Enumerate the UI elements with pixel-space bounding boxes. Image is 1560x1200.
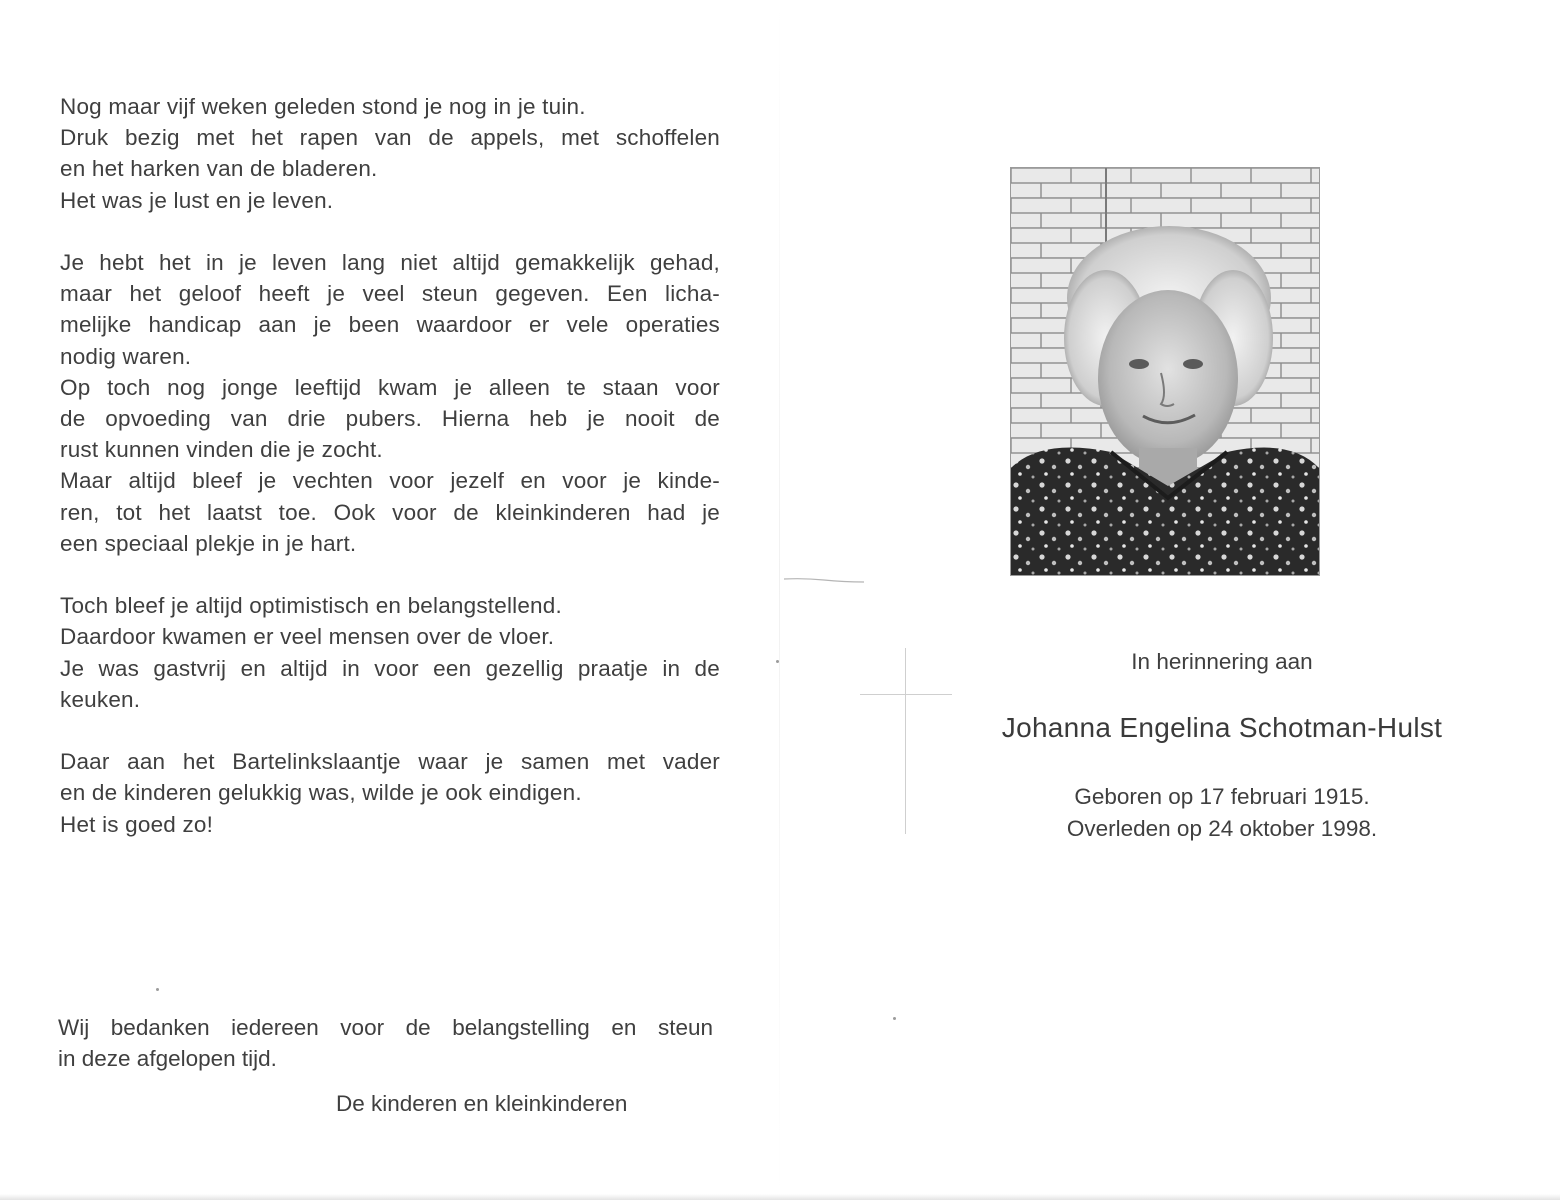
poem-line: Nog maar vijf weken geleden stond je nog in je tuin.	[60, 94, 586, 119]
poem-line: Je hebt het in je leven lang niet altijd gemakkelijk gehad,	[60, 250, 720, 275]
poem-line: en de kinderen gelukkig was, wilde je ook eindigen.	[60, 780, 582, 806]
poem-stanza	[60, 91, 720, 216]
poem-stanza	[60, 590, 720, 715]
birth-date: Geboren op 17 februari 1915.	[1074, 784, 1370, 809]
poem-line: Toch bleef je altijd optimistisch en belangstellend.	[60, 593, 562, 619]
card-fold-line	[779, 0, 780, 1200]
memorial-poem	[60, 91, 720, 871]
poem-line: Het was je lust en je leven.	[60, 187, 334, 213]
poem-line: nodig waren.	[60, 343, 192, 369]
scan-speck	[156, 988, 159, 991]
in-memory-heading: In herinnering aan	[1131, 649, 1313, 674]
fold-crease-mark	[784, 576, 864, 584]
poem-line: Je was gastvrij en altijd in voor een gezellig praatje in de	[60, 655, 720, 681]
poem-line: Daar aan het Bartelinkslaantje waar je samen met vader	[60, 749, 720, 775]
poem-line: Druk bezig met het rapen van de appels, met schoffelen	[60, 125, 720, 151]
poem-line: melijke handicap aan je been waardoor er vele operaties	[60, 312, 720, 338]
portrait-photo	[1010, 167, 1320, 576]
poem-line: rust kunnen vinden die je zocht.	[60, 437, 383, 463]
poem-line: een speciaal plekje in je hart.	[60, 530, 357, 556]
poem-line: de opvoeding van drie pubers. Hierna heb je nooit de	[60, 406, 720, 432]
poem-line: Daardoor kwamen er veel mensen over de vloer.	[60, 624, 555, 650]
cross-symbol-horizontal	[860, 694, 952, 695]
death-date: Overleden op 24 oktober 1998.	[1066, 815, 1378, 841]
poem-line: Op toch nog jonge leeftijd kwam je alleen te staan voor	[60, 374, 720, 400]
scan-speck	[893, 1017, 896, 1020]
poem-line: maar het geloof heeft je veel steun gegeven. Een licha-	[60, 281, 720, 307]
poem-line: Het is goed zo!	[60, 811, 214, 837]
family-signature: De kinderen en kleinkinderen	[336, 1091, 628, 1116]
thanks-line: Wij bedanken iedereen voor de belangstelling en steun	[58, 1015, 713, 1040]
poem-line: keuken.	[60, 686, 141, 712]
poem-line: en het harken van de bladeren.	[60, 156, 378, 182]
thanks-line: in deze afgelopen tijd.	[58, 1046, 277, 1072]
portrait-illustration	[1011, 168, 1319, 575]
poem-line: Maar altijd bleef je vechten voor jezelf en voor je kinde-	[60, 468, 720, 494]
poem-line: ren, tot het laatst toe. Ook voor de kleinkinderen had je	[60, 499, 720, 525]
deceased-name: Johanna Engelina Schotman-Hulst	[1001, 712, 1443, 743]
scan-speck	[776, 660, 779, 663]
poem-stanza	[60, 746, 720, 840]
poem-stanza	[60, 247, 720, 559]
life-dates	[1000, 781, 1444, 844]
cross-symbol-vertical	[905, 648, 906, 834]
card-bottom-edge	[0, 1194, 1560, 1200]
thank-you-note	[58, 1012, 718, 1074]
